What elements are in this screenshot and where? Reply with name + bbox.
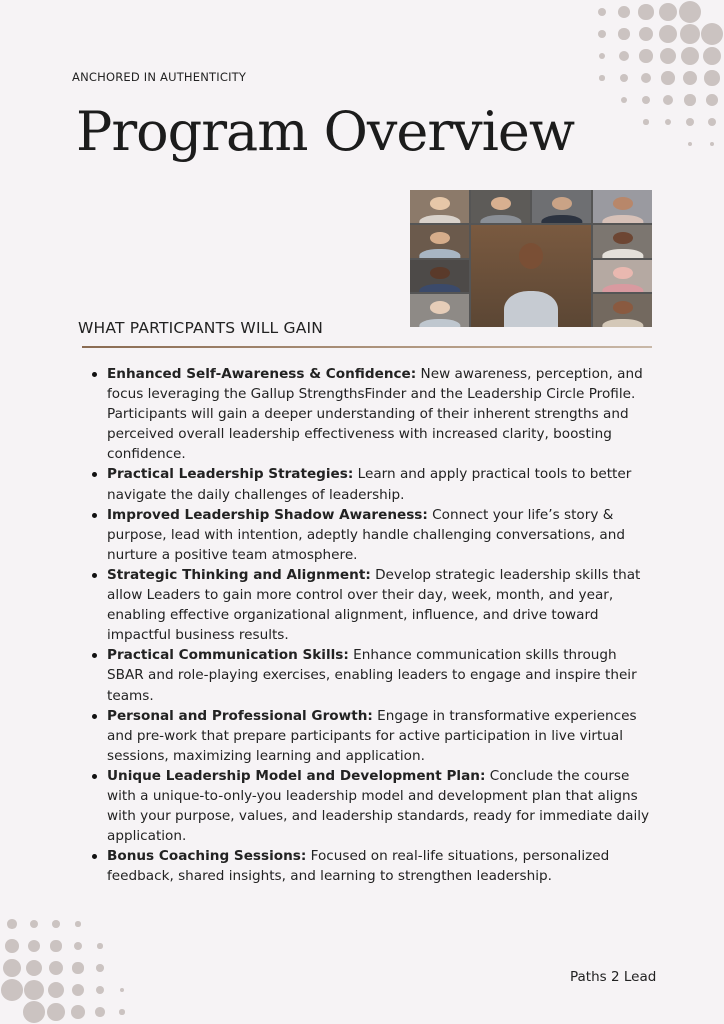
benefit-title: Practical Leadership Strategies: (107, 466, 354, 483)
participant-tile (532, 190, 591, 223)
video-conference-photo (410, 190, 652, 327)
decor-dot (710, 142, 715, 147)
benefit-text: New awareness, perception, and focus leveraging the Gallup StrengthsFinder and the Leadership Circle Profile. Participants will gain a deeper understanding of their inherent strengths and perceived overall leadership effectiveness with increased clarity, boosting confidence. (107, 366, 643, 463)
participant-tile (593, 225, 652, 258)
benefit-text: Learn and apply practical tools to better navigate the daily challenges of leadership. (107, 466, 632, 503)
decor-dot (72, 984, 85, 997)
decor-dot (1, 979, 23, 1001)
decor-dot (618, 6, 630, 18)
decor-dot (72, 962, 83, 973)
benefit-text: Connect your life’s story & purpose, lead with intention, adeptly handle challenging conversations, and nurture a positive team atmosphere. (107, 506, 625, 563)
benefit-text: Develop strategic leadership skills that allow Leaders to gain more control over their day, week, month, and year, enabling effective organizational alignment, influence, and drive toward impactful business results. (107, 566, 641, 644)
list-item (88, 766, 656, 846)
decor-dot (660, 48, 676, 64)
decor-dot (639, 49, 652, 62)
decor-dot (638, 4, 653, 19)
decor-dot (7, 919, 16, 928)
section-heading: WHAT PARTICPANTS WILL GAIN (78, 319, 324, 337)
benefit-title: Strategic Thinking and Alignment: (107, 566, 371, 583)
decor-dot (618, 28, 629, 39)
benefit-text: Engage in transformative experiences and pre-work that prepare participants for active participation in live virtual sessions, maximizing learning and application. (107, 707, 637, 764)
decor-dot (598, 8, 606, 16)
list-item (88, 706, 656, 766)
decor-dot (684, 94, 695, 105)
decor-dot (49, 961, 63, 975)
decor-dot (97, 943, 102, 948)
decor-dot (598, 30, 606, 38)
decor-dot (619, 51, 629, 61)
page-title: Program Overview (76, 100, 575, 163)
list-item (88, 645, 656, 705)
decor-dot (3, 959, 21, 977)
decor-dot (681, 47, 699, 65)
benefit-title: Bonus Coaching Sessions: (107, 848, 307, 865)
participant-tile (410, 190, 469, 223)
decor-dot (620, 74, 628, 82)
decor-dot (28, 940, 41, 953)
decor-dot (5, 939, 19, 953)
decor-dot (703, 47, 722, 66)
decor-dot (642, 96, 650, 104)
decor-dot (708, 118, 716, 126)
benefit-text: Enhance communication skills through SBAR and role-playing exercises, enabling leaders to engage and inspire their teams. (107, 647, 637, 704)
decor-dot (599, 75, 604, 80)
decor-dot (661, 71, 674, 84)
list-item (88, 364, 656, 464)
list-item (88, 505, 656, 565)
decor-dot (96, 986, 105, 995)
participant-tile (593, 260, 652, 293)
decor-dot (659, 25, 677, 43)
decor-dot (679, 1, 701, 23)
decor-dot (75, 921, 80, 926)
decor-dot (50, 940, 61, 951)
decor-dot (52, 920, 60, 928)
decor-dot (683, 71, 698, 86)
decor-dot (639, 27, 654, 42)
list-item (88, 464, 656, 504)
footer-brand: Paths 2 Lead (570, 969, 657, 985)
decor-dot (48, 982, 65, 999)
decor-dot (680, 24, 701, 45)
decor-dot (621, 97, 627, 103)
presenter-tile (471, 225, 591, 327)
decor-dot (704, 70, 719, 85)
benefits-list (88, 364, 656, 886)
decor-dot (659, 3, 678, 22)
list-item (88, 846, 656, 886)
decor-dot (706, 94, 718, 106)
participant-tile (410, 294, 469, 327)
eyebrow-text: ANCHORED IN AUTHENTICITY (72, 70, 247, 84)
decor-dot (688, 142, 692, 146)
benefit-title: Enhanced Self-Awareness & Confidence: (107, 366, 417, 382)
decor-dot (663, 95, 673, 105)
benefit-title: Unique Leadership Model and Development Plan: (107, 767, 486, 784)
benefit-text: Conclude the course with a unique-to-only-you leadership model and development plan that aligns with your purpose, values, and leadership standards, ready for immediate daily application. (107, 767, 650, 845)
decor-dot (119, 1009, 124, 1014)
decor-dot (47, 1003, 65, 1021)
participant-tile (410, 225, 469, 258)
benefit-title: Personal and Professional Growth: (107, 707, 373, 724)
participant-tile (471, 190, 530, 223)
participant-tile (593, 190, 652, 223)
decor-dot (23, 1001, 45, 1023)
decor-dot (686, 118, 694, 126)
participant-tile (410, 260, 469, 293)
list-item (88, 565, 656, 645)
decor-dot (71, 1005, 85, 1019)
decor-dot (74, 942, 82, 950)
benefit-text: Focused on real-life situations, personalized feedback, shared insights, and learning to strengthen leadership. (107, 848, 610, 885)
benefit-title: Improved Leadership Shadow Awareness: (107, 506, 428, 523)
decor-dot (641, 73, 652, 84)
decor-dot (701, 23, 723, 45)
decor-dot (120, 988, 125, 993)
decor-dot (96, 964, 104, 972)
decor-dot (665, 119, 672, 126)
section-divider (82, 346, 652, 348)
decor-dot (30, 920, 39, 929)
decor-dot (24, 980, 44, 1000)
participant-tile (593, 294, 652, 327)
decor-dot (26, 960, 43, 977)
decor-dot (599, 53, 606, 60)
benefit-title: Practical Communication Skills: (107, 647, 349, 664)
decor-dot (95, 1007, 104, 1016)
decor-dot (643, 119, 648, 124)
